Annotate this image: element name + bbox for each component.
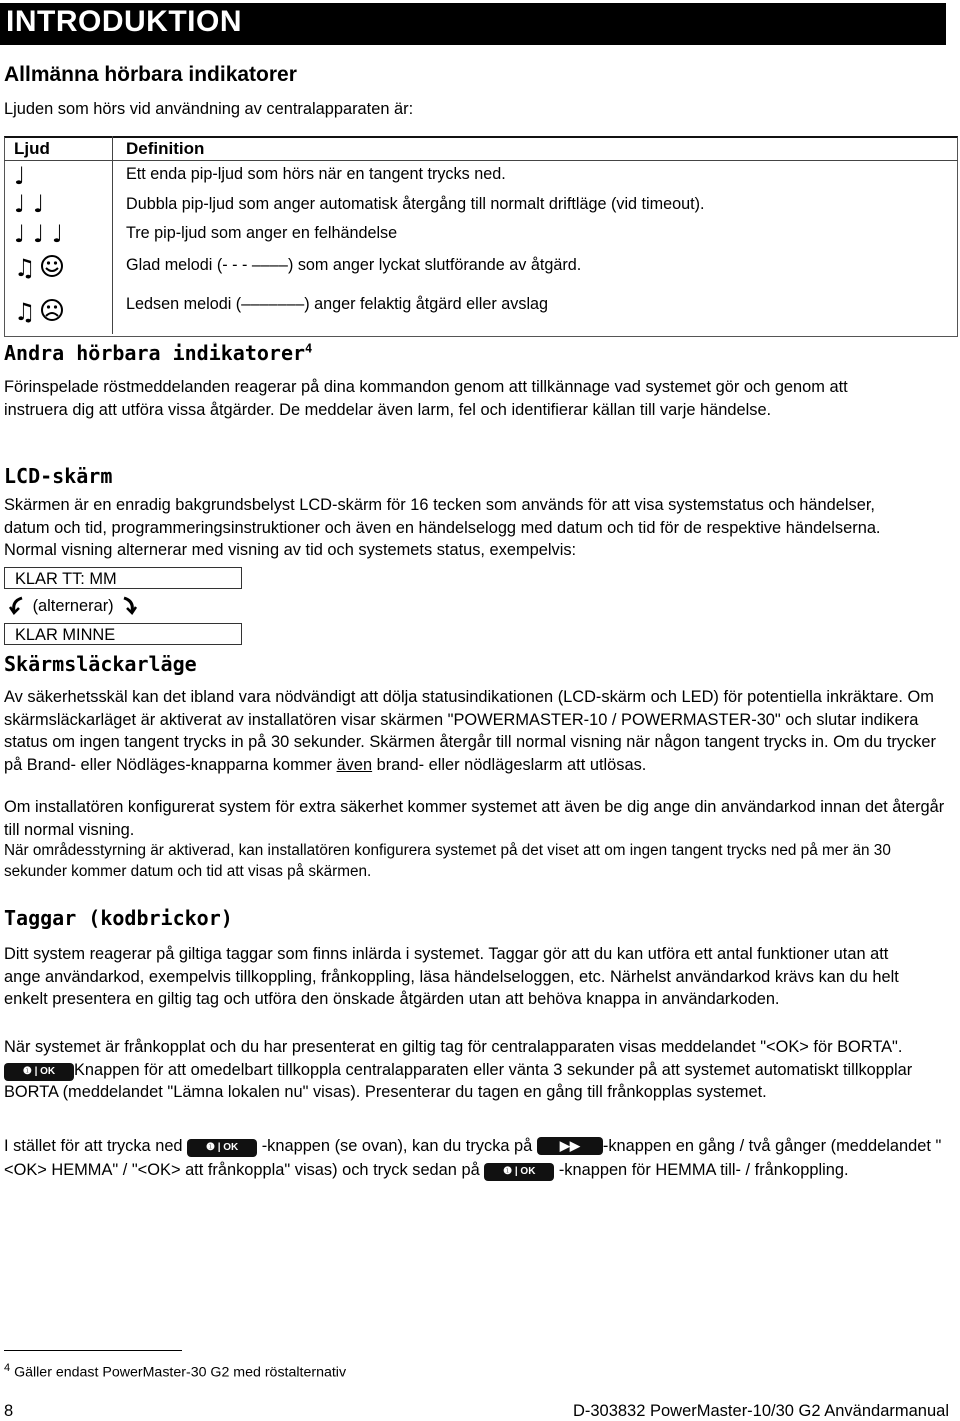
table-header-definition: Definition [126, 139, 205, 158]
page-title: INTRODUKTION [6, 5, 242, 38]
footnote-text: Gäller endast PowerMaster-30 G2 med röstalternativ [14, 1364, 347, 1381]
table-row-definition: Dubbla pip-ljud som anger automatisk återgång till normalt driftläge (vid timeout). [126, 195, 705, 213]
curve-arrow-right-icon [118, 595, 138, 615]
page-number: 8 [4, 1402, 14, 1420]
ok-button-icon: ❶ | OK [484, 1163, 554, 1181]
lcd-display-example-1: KLAR TT: MM [4, 567, 242, 589]
section-heading-tags: Taggar (kodbrickor) [4, 906, 233, 930]
tags-p2: När systemet är frånkopplat och du har presenterat en giltig tag för centralapparaten visas meddelandet "<OK> för BORTA". ❶ | OK Knappen för att omedelbart tillkoppla centralapparaten eller vänta 3 sekunder på att systemet automatiskt tillkopplar BORTA (meddelandet "Lämna lokalen nu" visas). Presenterar du tagen en gång till frånkopplas systemet. [4, 1038, 913, 1101]
footnote-rule [4, 1350, 182, 1351]
alternates-label: (alternerar) [32, 597, 114, 615]
table-row-definition: Ledsen melodi (–––––––) anger felaktig åtgärd eller avslag [126, 295, 549, 313]
screensaver-p2: Om installatören konfigurerat system för extra säkerhet kommer systemet att även be dig ange din användarkod innan det återgår till normal visning. [4, 798, 945, 839]
ok-button-icon: ❶ | OK [4, 1063, 74, 1081]
other-audible-body: Förinspelade röstmeddelanden reagerar på dina kommandon genom att tillkännage vad systemet gör och genom att instruera dig att utföra vissa åtgärder. De meddelar även larm, fel och identifierar källan till varje händelse. [4, 378, 848, 419]
sound-table [0, 136, 958, 336]
ok-button-icon: ❶ | OK [187, 1139, 257, 1157]
next-button-icon: ▶▶ [537, 1137, 603, 1155]
lcd-body: Skärmen är en enradig bakgrundsbelyst LCD-skärm för 16 tecken som används för att visa systemstatus och händelser, datum och tid, programmeringsinstruktioner och även en händelselogg med datum och tid för de respektive händelserna. Normal visning alternerar med visning av tid och systemets status, exempelvis: [4, 496, 881, 559]
curve-arrow-left-icon [8, 595, 28, 615]
section-heading-audible: Allmänna hörbara indikatorer [4, 63, 297, 86]
table-row-definition: Glad melodi (- - - ––––) som anger lyckat slutförande av åtgärd. [126, 256, 582, 274]
table-row-definition: Ett enda pip-ljud som hörs när en tangent trycks ned. [126, 165, 506, 183]
tags-p1: Ditt system reagerar på giltiga taggar som finns inlärda i systemet. Taggar gör att du kan utföra ett antal funktioner utan att ange användarkod, exempelvis tillkoppling, frånkoppling, läsa händelseloggen, etc. Närhelst användarkod krävs kan du helt enkelt presentera en giltig tag och utföra den önskade åtgärden utan att behöva knappa in användarkoden. [4, 945, 899, 1008]
section-heading-screensaver: Skärmsläckarläge [4, 652, 197, 676]
svg-text:♫: ♫ [14, 254, 36, 282]
double-beep-icon: ♩ ♩ [14, 190, 45, 218]
table-row-definition: Tre pip-ljud som anger en felhändelse [126, 224, 398, 242]
svg-text:♫: ♫ [14, 298, 36, 326]
alternates-line [8, 595, 138, 617]
document-title: D-303832 PowerMaster-10/30 G2 Användarmanual [572, 1402, 949, 1420]
single-beep-icon: ♩ [14, 162, 26, 190]
footnote [4, 1362, 346, 1381]
footnote-number: 4 [4, 1362, 11, 1374]
section-heading-lcd: LCD-skärm [4, 464, 113, 488]
screensaver-p1: Av säkerhetsskäl kan det ibland vara nödvändigt att dölja statusindikationen (LCD-skärm och LED) för potentiella inkräktare. Om skärmsläckarläget är aktiverat av installatören visar skärmen "POWERMASTER-10 / POWERMASTER-30" och slutar indikera status om ingen tangent trycks in på 30 sekunder. Skärmen återgår till normal visning när någon tangent trycks in. Om du trycker på Brand- eller Nödläges-knapparna kommer även brand- eller nödlägeslarm att utlösas. [4, 688, 936, 774]
screensaver-p3: När områdesstyrning är aktiverad, kan installatören konfigurera systemet på det viset att om ingen tangent trycks ned på mer än 30 sekunder kommer datum och tid att visas på skärmen. [4, 842, 891, 880]
sad-melody-icon [14, 296, 74, 326]
triple-beep-icon: ♩ ♩ ♩ [14, 220, 64, 248]
section-heading-other-audible: Andra hörbara indikatorer$^4$ [4, 341, 313, 365]
happy-melody-icon [14, 252, 74, 282]
table-header-sound: Ljud [14, 139, 50, 158]
tags-p3: I stället för att trycka ned ❶ | OK -knappen (se ovan), kan du trycka på ▶▶ -knappen en gång / två gånger (meddelandet "<OK> HEMMA" / "<OK> att frånkoppla" visas) och tryck sedan på ❶ | OK -knappen för HEMMA till- / frånkoppling. [4, 1137, 942, 1179]
lcd-display-example-2: KLAR MINNE [4, 623, 242, 645]
audible-intro: Ljuden som hörs vid användning av centralapparaten är: [4, 100, 414, 118]
footnote-ref: 4 [305, 341, 313, 356]
